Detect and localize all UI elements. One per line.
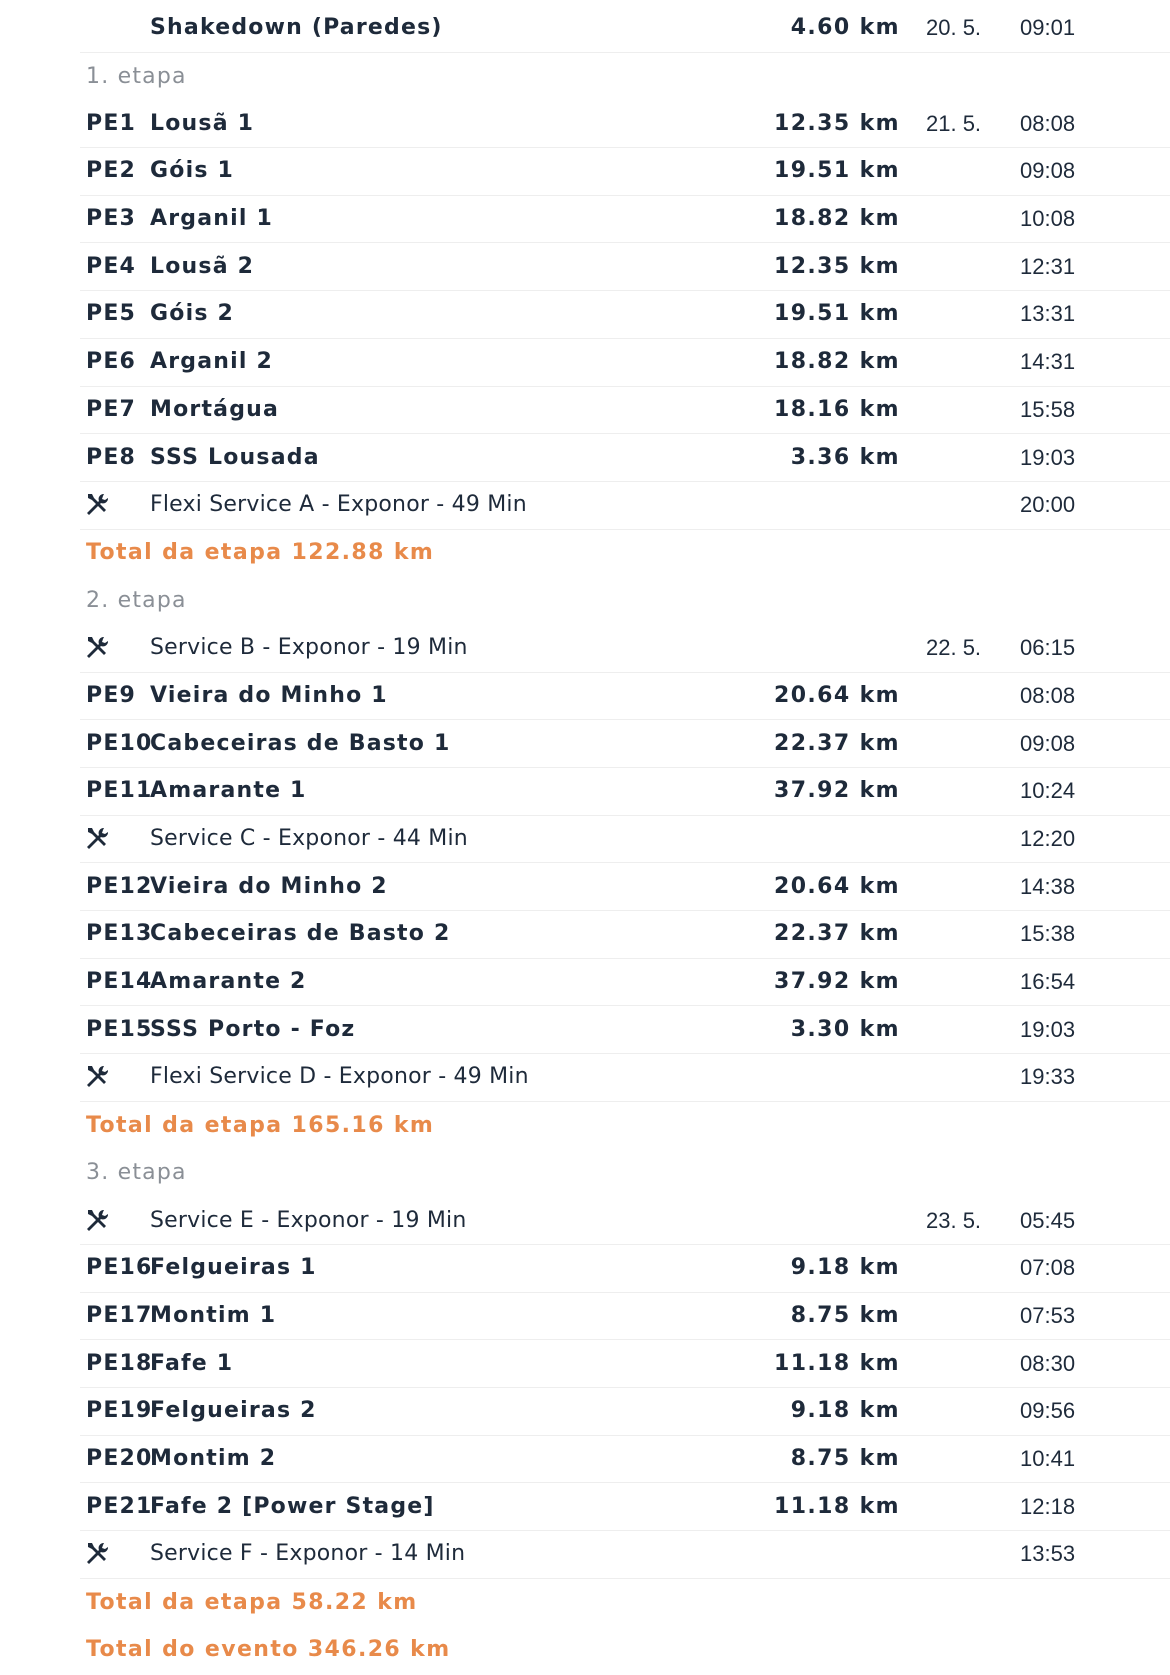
service-time: 19:33 [1020,1064,1076,1090]
stage-time: 08:08 [1020,682,1076,708]
stage-code: PE20 [86,1445,153,1471]
stage-code: PE14 [86,969,153,995]
stage-time: 15:38 [1020,921,1076,947]
stage-name: Vieira do Minho 2 [150,873,388,899]
service-date: 22. 5. [926,635,982,661]
stage-distance: 37.92 km [773,969,900,995]
stage-row [80,196,1170,244]
stage-row [80,1245,1170,1293]
stage-row [80,863,1170,911]
stage-distance: 37.92 km [773,778,900,804]
service-name: Service C - Exponor - 44 Min [150,826,468,852]
leg-total: Total da etapa 122.88 km [86,540,435,566]
service-date: 23. 5. [926,1207,982,1233]
service-name: Service B - Exponor - 19 Min [150,635,468,661]
leg-heading: 1. etapa [86,63,187,89]
service-tools-icon [84,492,110,518]
stage-row [80,148,1170,196]
stage-code: PE4 [86,253,137,279]
shakedown-row [80,5,1170,53]
stage-code: PE2 [86,158,137,184]
stage-distance: 3.36 km [790,444,900,470]
leg-heading: 2. etapa [86,588,187,614]
stage-code: PE11 [86,778,153,804]
stage-distance: 12.35 km [773,110,900,136]
stage-row [80,434,1170,482]
event-total-row [80,1626,1170,1674]
rally-schedule [80,5,1170,1674]
stage-name: Arganil 2 [150,349,273,375]
stage-code: PE8 [86,444,137,470]
stage-code: PE10 [86,730,153,756]
stage-date: 21. 5. [926,110,982,136]
stage-distance: 18.82 km [773,349,900,375]
service-row [80,1531,1170,1579]
service-row [80,1054,1170,1102]
stage-row [80,768,1170,816]
stage-distance: 22.37 km [773,730,900,756]
service-name: Flexi Service D - Exponor - 49 Min [150,1064,529,1090]
stage-distance: 19.51 km [773,301,900,327]
stage-time: 15:58 [1020,396,1076,422]
service-name: Flexi Service A - Exponor - 49 Min [150,492,527,518]
stage-code: PE21 [86,1493,153,1519]
stage-time: 12:31 [1020,253,1076,279]
stage-code: PE9 [86,682,137,708]
service-name: Service F - Exponor - 14 Min [150,1541,466,1567]
stage-row [80,243,1170,291]
stage-row [80,1340,1170,1388]
stage-row [80,1006,1170,1054]
stage-name: Cabeceiras de Basto 2 [150,921,451,947]
service-time: 20:00 [1020,492,1076,518]
stage-time: 19:03 [1020,444,1076,470]
stage-time: 09:08 [1020,730,1076,756]
stage-name: Felgueiras 2 [150,1398,317,1424]
stage-time: 14:38 [1020,873,1076,899]
stage-name: SSS Porto - Foz [150,1016,356,1042]
stage-time: 09:08 [1020,158,1076,184]
service-tools-icon [84,1064,110,1090]
stage-distance: 20.64 km [773,682,900,708]
leg-heading: 3. etapa [86,1160,187,1186]
stage-name: Lousã 2 [150,253,255,279]
stage-code: PE13 [86,921,153,947]
stage-row [80,100,1170,148]
stage-code: PE19 [86,1398,153,1424]
stage-name: Cabeceiras de Basto 1 [150,730,451,756]
stage-distance: 9.18 km [790,1255,900,1281]
service-time: 05:45 [1020,1207,1076,1233]
leg-total: Total da etapa 165.16 km [86,1112,435,1138]
stage-row [80,387,1170,435]
stage-distance: 9.18 km [790,1398,900,1424]
service-time: 13:53 [1020,1541,1076,1567]
stage-distance: 18.82 km [773,206,900,232]
stage-row [80,1483,1170,1531]
leg-total: Total da etapa 58.22 km [86,1589,418,1615]
service-tools-icon [84,826,110,852]
stage-name: Vieira do Minho 1 [150,682,388,708]
stage-name: Montim 2 [150,1445,277,1471]
leg-total-row [80,530,1170,578]
stage-row [80,1388,1170,1436]
stage-row [80,291,1170,339]
stage-time: 08:30 [1020,1350,1076,1376]
stage-row [80,673,1170,721]
stage-row [80,1293,1170,1341]
stage-code: PE3 [86,206,137,232]
service-tools-icon [84,1208,110,1234]
stage-name: Góis 1 [150,158,234,184]
stage-code: PE17 [86,1302,153,1328]
stage-code: PE7 [86,396,137,422]
leg-total-row [80,1102,1170,1150]
stage-name: Amarante 1 [150,778,307,804]
stage-time: 10:08 [1020,206,1076,232]
service-row [80,816,1170,864]
stage-time: 07:08 [1020,1255,1076,1281]
stage-row [80,1436,1170,1484]
service-time: 06:15 [1020,635,1076,661]
stage-name: Montim 1 [150,1302,277,1328]
stage-distance: 22.37 km [773,921,900,947]
stage-distance: 3.30 km [790,1016,900,1042]
stage-name: Lousã 1 [150,110,255,136]
stage-name: Arganil 1 [150,206,273,232]
service-name: Service E - Exponor - 19 Min [150,1207,467,1233]
stage-row [80,959,1170,1007]
stage-time: 19:03 [1020,1016,1076,1042]
stage-distance: 11.18 km [773,1493,900,1519]
stage-time: 09:56 [1020,1398,1076,1424]
stage-name: Amarante 2 [150,969,307,995]
stage-distance: 8.75 km [790,1445,900,1471]
stage-time: 12:18 [1020,1493,1076,1519]
stage-time: 13:31 [1020,301,1076,327]
stage-name: Fafe 2 [Power Stage] [150,1493,435,1519]
stage-row [80,911,1170,959]
service-time: 12:20 [1020,826,1076,852]
stage-code: PE16 [86,1255,153,1281]
stage-time: 16:54 [1020,969,1076,995]
stage-time: 10:24 [1020,778,1076,804]
stage-row [80,720,1170,768]
leg-2-heading-row [80,577,1170,625]
stage-code: PE12 [86,873,153,899]
stage-distance: 11.18 km [773,1350,900,1376]
stage-code: PE1 [86,110,137,136]
stage-name: SSS Lousada [150,444,320,470]
stage-distance: 8.75 km [790,1302,900,1328]
stage-name: Góis 2 [150,301,234,327]
stage-name: Shakedown (Paredes) [150,15,443,41]
stage-time: 08:08 [1020,110,1076,136]
service-tools-icon [84,1541,110,1567]
service-row [80,482,1170,530]
stage-code: PE18 [86,1350,153,1376]
stage-name: Mortágua [150,396,280,422]
stage-row [80,339,1170,387]
leg-1-heading-row [80,53,1170,101]
service-row [80,625,1170,673]
stage-time: 07:53 [1020,1302,1076,1328]
stage-name: Fafe 1 [150,1350,234,1376]
stage-distance: 19.51 km [773,158,900,184]
stage-name: Felgueiras 1 [150,1255,317,1281]
stage-distance: 18.16 km [773,396,900,422]
stage-code: PE15 [86,1016,153,1042]
stage-code: PE6 [86,349,137,375]
stage-distance: 4.60 km [790,15,900,41]
service-tools-icon [84,635,110,661]
stage-time: 10:41 [1020,1445,1076,1471]
leg-3-heading-row [80,1150,1170,1198]
event-total: Total do evento 346.26 km [86,1637,451,1663]
service-row [80,1197,1170,1245]
stage-distance: 20.64 km [773,873,900,899]
leg-total-row [80,1579,1170,1627]
stage-distance: 12.35 km [773,253,900,279]
stage-date: 20. 5. [926,15,982,41]
stage-time: 09:01 [1020,15,1076,41]
stage-code: PE5 [86,301,137,327]
stage-time: 14:31 [1020,349,1076,375]
